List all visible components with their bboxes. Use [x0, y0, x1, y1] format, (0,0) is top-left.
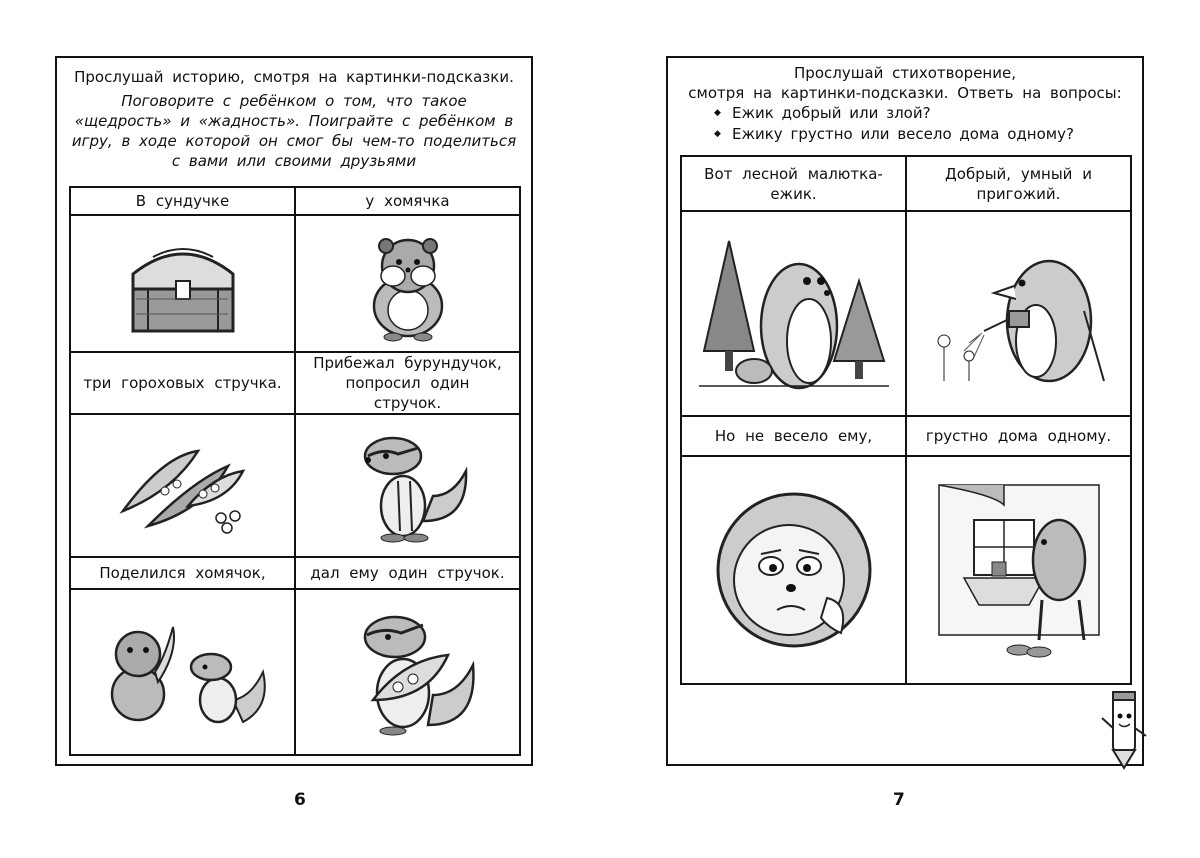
sad-hedgehog-face-icon: [709, 488, 879, 653]
right-page: [666, 56, 1144, 766]
caption-cell: Добрый, умный и пригожий.: [906, 156, 1131, 211]
caption-cell: дал ему один стручок.: [295, 557, 520, 589]
left-page: [55, 56, 533, 766]
hedgehog-at-window-icon: [934, 480, 1104, 660]
caption-cell: у хомячка: [295, 187, 520, 215]
questions-list: [676, 103, 1134, 145]
treasure-chest-icon: [108, 229, 258, 339]
question-item: ◆ Ежику грустно или весело дома одному?: [714, 124, 1134, 145]
right-instruction-line2: смотря на картинки-подсказки. Ответь на вопросы:: [688, 84, 1122, 102]
caption-cell: три гороховых стручка.: [70, 352, 295, 414]
hedgehog-watering-illustration: [906, 211, 1131, 416]
story-table-left: [69, 186, 521, 756]
page-number-right: 7: [893, 790, 905, 810]
hedgehog-forest-illustration: [681, 211, 906, 416]
poem-table-right: [680, 155, 1132, 685]
page-number-left: 6: [294, 790, 306, 810]
parent-note: Поговорите с ребёнком о том, что такое «щедрость» и «жадность». Поиграйте с ребёнком в игру, в ходе которой он смог бы чем-то поделиться с вами или своими друзьями: [71, 92, 517, 170]
sad-hedgehog-illustration: [681, 456, 906, 684]
hamster-sharing-illustration: [70, 589, 295, 755]
chipmunk-illustration: [295, 414, 520, 557]
caption-cell: В сундучке: [70, 187, 295, 215]
pea-pods-icon: [103, 436, 263, 536]
caption-cell: Прибежал бурундучок, попросил один стручок.: [295, 352, 520, 414]
chipmunk-icon: [338, 426, 478, 546]
caption-cell: Поделился хомячок,: [70, 557, 295, 589]
right-instruction-line1: Прослушай стихотворение,: [794, 64, 1016, 82]
right-intro: [676, 63, 1134, 145]
question-item: ◆ Ежик добрый или злой?: [714, 103, 1134, 124]
chipmunk-with-pod-illustration: [295, 589, 520, 755]
caption-cell: грустно дома одному.: [906, 416, 1131, 456]
left-instruction: Прослушай историю, смотря на картинки-подсказки.: [74, 68, 514, 86]
pencil-mascot-icon: [1098, 688, 1150, 770]
pea-pods-illustration: [70, 414, 295, 557]
left-intro: [65, 67, 523, 171]
chipmunk-holding-pod-icon: [333, 605, 483, 740]
caption-cell: Вот лесной малютка-ежик.: [681, 156, 906, 211]
hamster-icon: [353, 224, 463, 344]
hamster-and-chipmunk-icon: [93, 612, 273, 732]
hedgehog-at-home-illustration: [906, 456, 1131, 684]
hedgehog-in-forest-icon: [699, 231, 889, 396]
chest-illustration: [70, 215, 295, 352]
hedgehog-watering-flowers-icon: [924, 231, 1114, 396]
caption-cell: Но не весело ему,: [681, 416, 906, 456]
hamster-illustration: [295, 215, 520, 352]
